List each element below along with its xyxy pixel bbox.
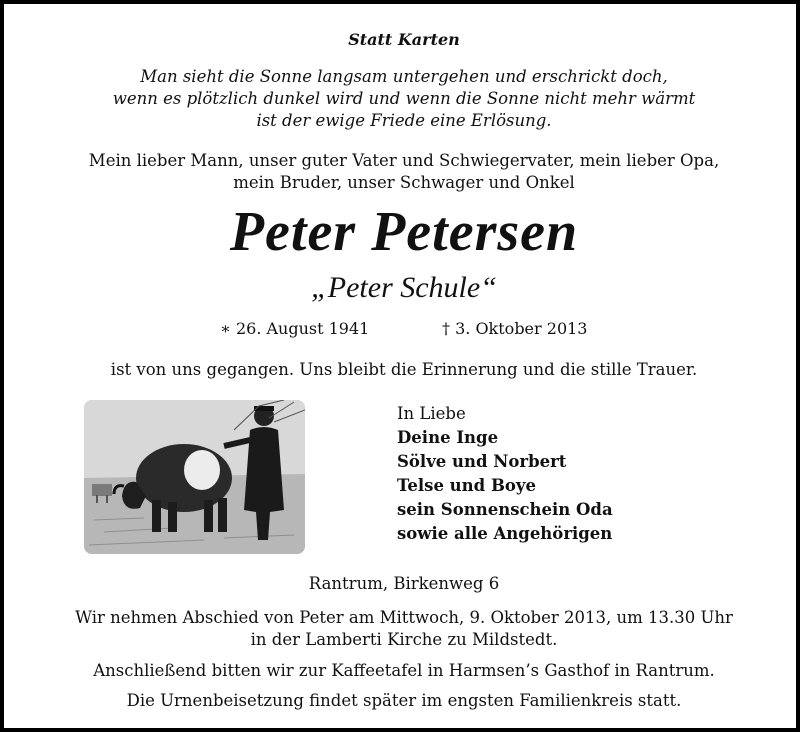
deceased-nickname: „Peter Schule“ (311, 271, 497, 304)
mourner: sein Sonnenschein Oda (397, 500, 613, 519)
mourner: sowie alle Angehörigen (397, 524, 613, 543)
service-line: Wir nehmen Abschied von Peter am Mittwoch, 9. Oktober 2013, um 13.30 Uhr (75, 608, 733, 627)
address: Rantrum, Birkenweg 6 (308, 574, 500, 593)
service-line: in der Lamberti Kirche zu Mildstedt. (250, 630, 558, 649)
mourners-intro: In Liebe (397, 404, 466, 423)
photo-man-with-bull (84, 400, 305, 554)
birth-date: ∗ 26. August 1941 (220, 319, 370, 338)
intro-line: mein Bruder, unser Schwager und Onkel (233, 173, 575, 192)
passing-statement: ist von uns gegangen. Uns bleibt die Erinnerung und die stille Trauer. (110, 360, 698, 379)
poem-line: Man sieht die Sonne langsam untergehen und erschrickt doch, (140, 67, 668, 86)
burial-info: Die Urnenbeisetzung findet später im engsten Familienkreis statt. (126, 691, 682, 710)
mourners-list (397, 402, 613, 546)
mourner: Deine Inge (397, 428, 499, 447)
funeral-service (4, 607, 800, 651)
poem-line: wenn es plötzlich dunkel wird und wenn die Sonne nicht mehr wärmt (112, 89, 696, 108)
reception-info: Anschließend bitten wir zur Kaffeetafel in Harmsen’s Gasthof in Rantrum. (93, 661, 715, 680)
heading: Statt Karten (348, 30, 460, 49)
intro-line: Mein lieber Mann, unser guter Vater und Schwiegervater, mein lieber Opa, (88, 151, 720, 170)
mourner: Sölve und Norbert (397, 452, 567, 471)
mourners-names (397, 426, 613, 546)
death-date: † 3. Oktober 2013 (442, 319, 588, 338)
poem (4, 66, 800, 132)
deceased-name: Peter Petersen (229, 201, 579, 263)
poem-line: ist der ewige Friede eine Erlösung. (256, 111, 552, 130)
mourner: Telse und Boye (397, 476, 536, 495)
intro-text (4, 150, 800, 194)
